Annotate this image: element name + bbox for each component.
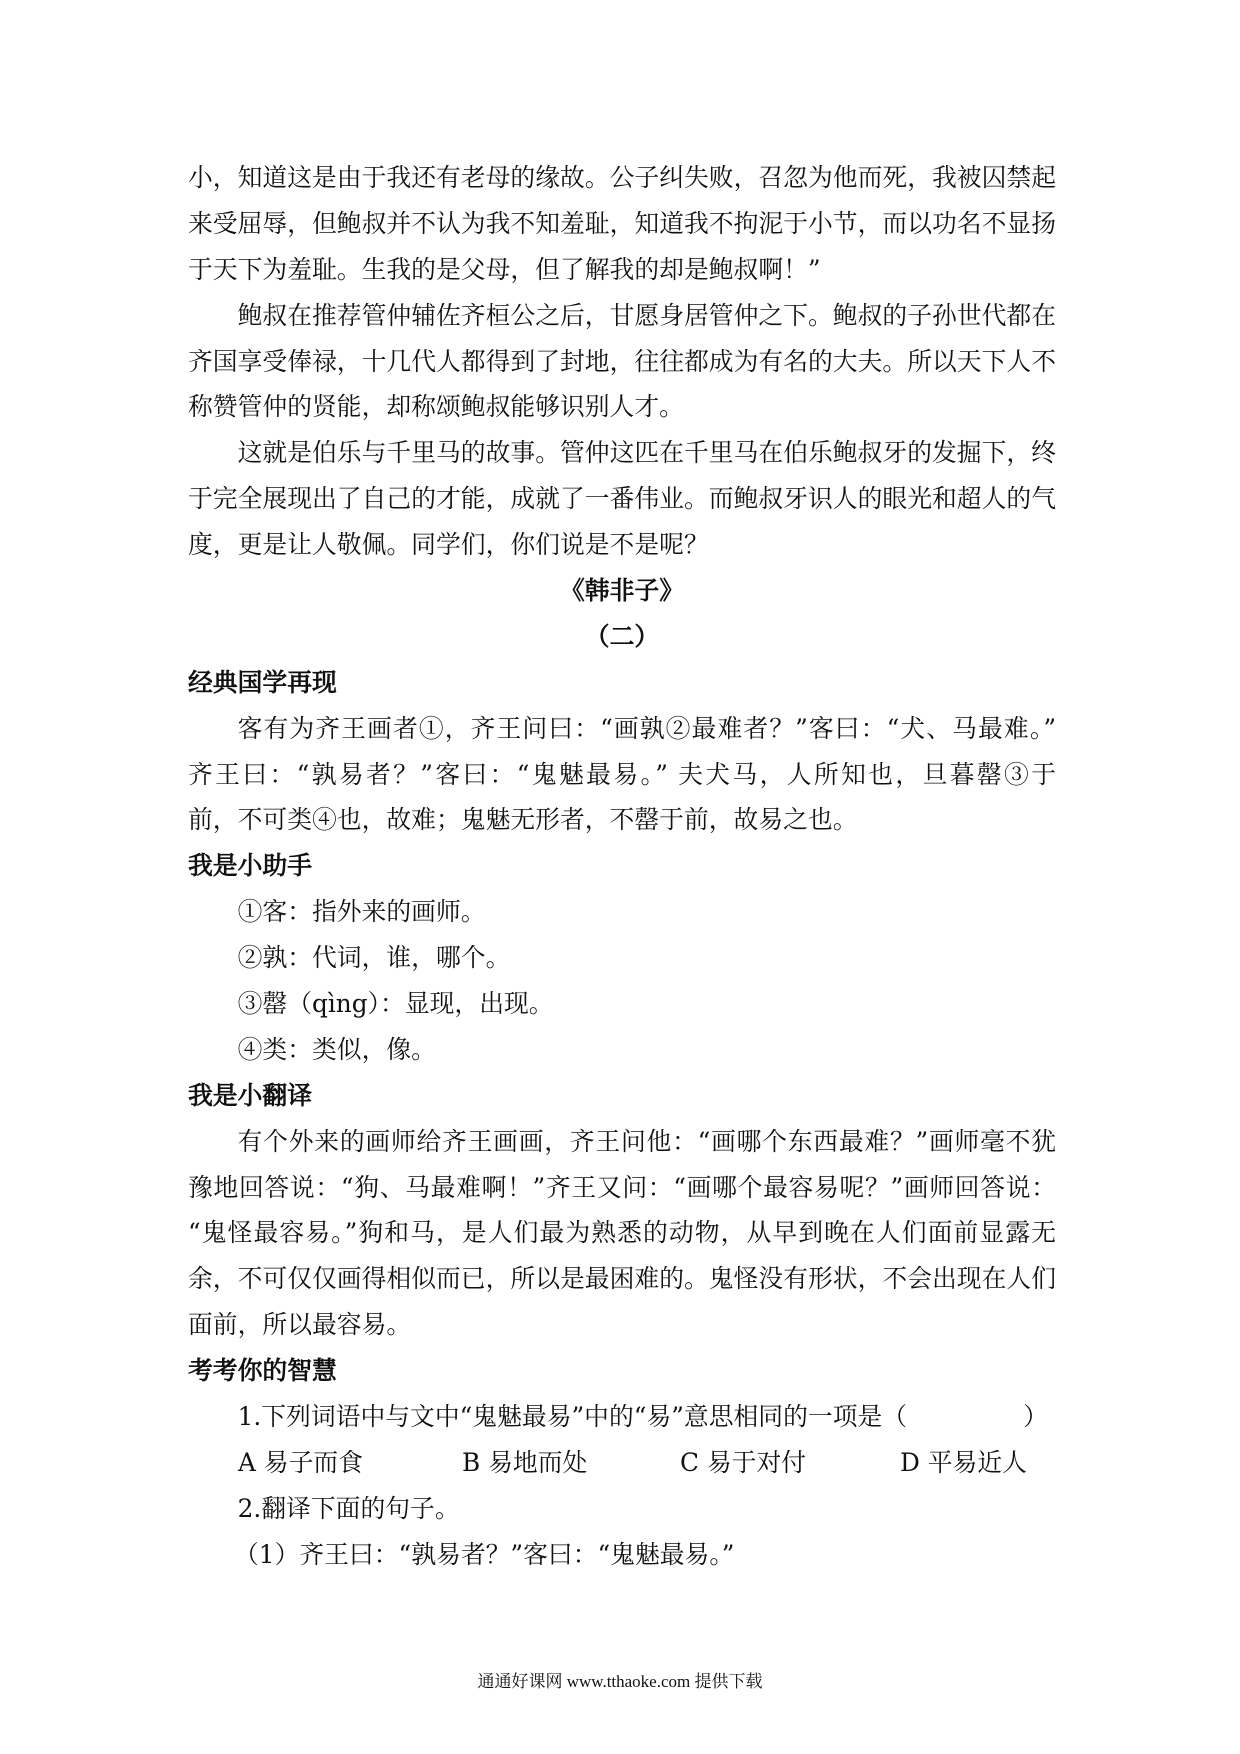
option-b: B 易地而处 xyxy=(462,1447,588,1477)
classic-line: 客有为齐王画者①，齐王问曰：“画孰②最难者？”客曰：“犬、马最难。” xyxy=(237,713,1056,743)
helper-note: ④类：类似，像。 xyxy=(237,1034,436,1064)
quiz-question-1-text: 1.下列词语中与文中“鬼魅最易”中的“易”意思相同的一项是（ xyxy=(237,1402,908,1432)
quiz-options xyxy=(188,1440,1056,1486)
passage-line: 鲍叔在推荐管仲辅佐齐桓公之后，甘愿身居管仲之下。鲍叔的子孙世代都在 xyxy=(237,300,1056,330)
translation-heading: 我是小翻译 xyxy=(188,1080,312,1110)
document-body xyxy=(188,155,1056,1578)
helper-note: ②孰：代词，谁，哪个。 xyxy=(237,943,511,973)
quiz-question-2: 2.翻译下面的句子。 xyxy=(237,1493,460,1523)
option-d: D 平易近人 xyxy=(900,1447,1027,1477)
quiz-question-2-1: （1）齐王曰：“孰易者？”客曰：“鬼魅最易。” xyxy=(234,1539,735,1569)
passage-line: 于完全展现出了自己的才能，成就了一番伟业。而鲍叔牙识人的眼光和超人的气 xyxy=(188,484,1056,514)
passage-line: 来受屈辱，但鲍叔并不认为我不知羞耻，知道我不拘泥于小节，而以功名不显扬 xyxy=(188,208,1056,238)
translation-line: 余，不可仅仅画得相似而已，所以是最困难的。鬼怪没有形状，不会出现在人们 xyxy=(188,1264,1056,1294)
passage-line: 度，更是让人敬佩。同学们，你们说是不是呢？ xyxy=(188,530,709,560)
classic-heading: 经典国学再现 xyxy=(188,667,337,697)
classic-line: 齐王曰：“孰易者？”客曰：“鬼魅最易。” 夫犬马，人所知也，旦暮罄③于 xyxy=(188,759,1056,789)
helper-note: ①客：指外来的画师。 xyxy=(237,897,486,927)
translation-line: 面前，所以最容易。 xyxy=(188,1310,412,1340)
passage-line: 称赞管仲的贤能，却称颂鲍叔能够识别人才。 xyxy=(188,392,684,422)
passage-line: 于天下为羞耻。生我的是父母，但了解我的却是鲍叔啊！” xyxy=(188,254,821,284)
translation-line: 豫地回答说：“狗、马最难啊！”齐王又问：“画哪个最容易呢？”画师回答说： xyxy=(188,1172,1056,1202)
translation-line: “鬼怪最容易。”狗和马，是人们最为熟悉的动物，从早到晚在人们面前显露无 xyxy=(188,1218,1056,1248)
page-footer: 通通好课网 www.tthaoke.com 提供下载 xyxy=(477,1672,763,1691)
quiz-question-1 xyxy=(188,1394,1056,1440)
section-number: （二） xyxy=(584,621,660,651)
passage-line: 齐国享受俸禄，十几代人都得到了封地，往往都成为有名的大夫。所以天下人不 xyxy=(188,346,1056,376)
option-a: A 易子而食 xyxy=(238,1447,363,1477)
answer-blank-close: ） xyxy=(1023,1402,1048,1432)
book-title: 《韩非子》 xyxy=(560,576,684,606)
option-c: C 易于对付 xyxy=(680,1447,807,1477)
passage-line: 小，知道这是由于我还有老母的缘故。公子纠失败，召忽为他而死，我被囚禁起 xyxy=(188,163,1056,192)
helper-note: ③罄（qìng）：显现，出现。 xyxy=(237,989,554,1019)
helper-heading: 我是小助手 xyxy=(188,851,312,881)
quiz-heading: 考考你的智慧 xyxy=(188,1356,337,1386)
translation-line: 有个外来的画师给齐王画画，齐王问他：“画哪个东西最难？”画师毫不犹 xyxy=(237,1126,1056,1156)
classic-line: 前，不可类④也，故难；鬼魅无形者，不罄于前，故易之也。 xyxy=(188,805,858,835)
passage-line: 这就是伯乐与千里马的故事。管仲这匹在千里马在伯乐鲍叔牙的发掘下，终 xyxy=(237,438,1056,468)
